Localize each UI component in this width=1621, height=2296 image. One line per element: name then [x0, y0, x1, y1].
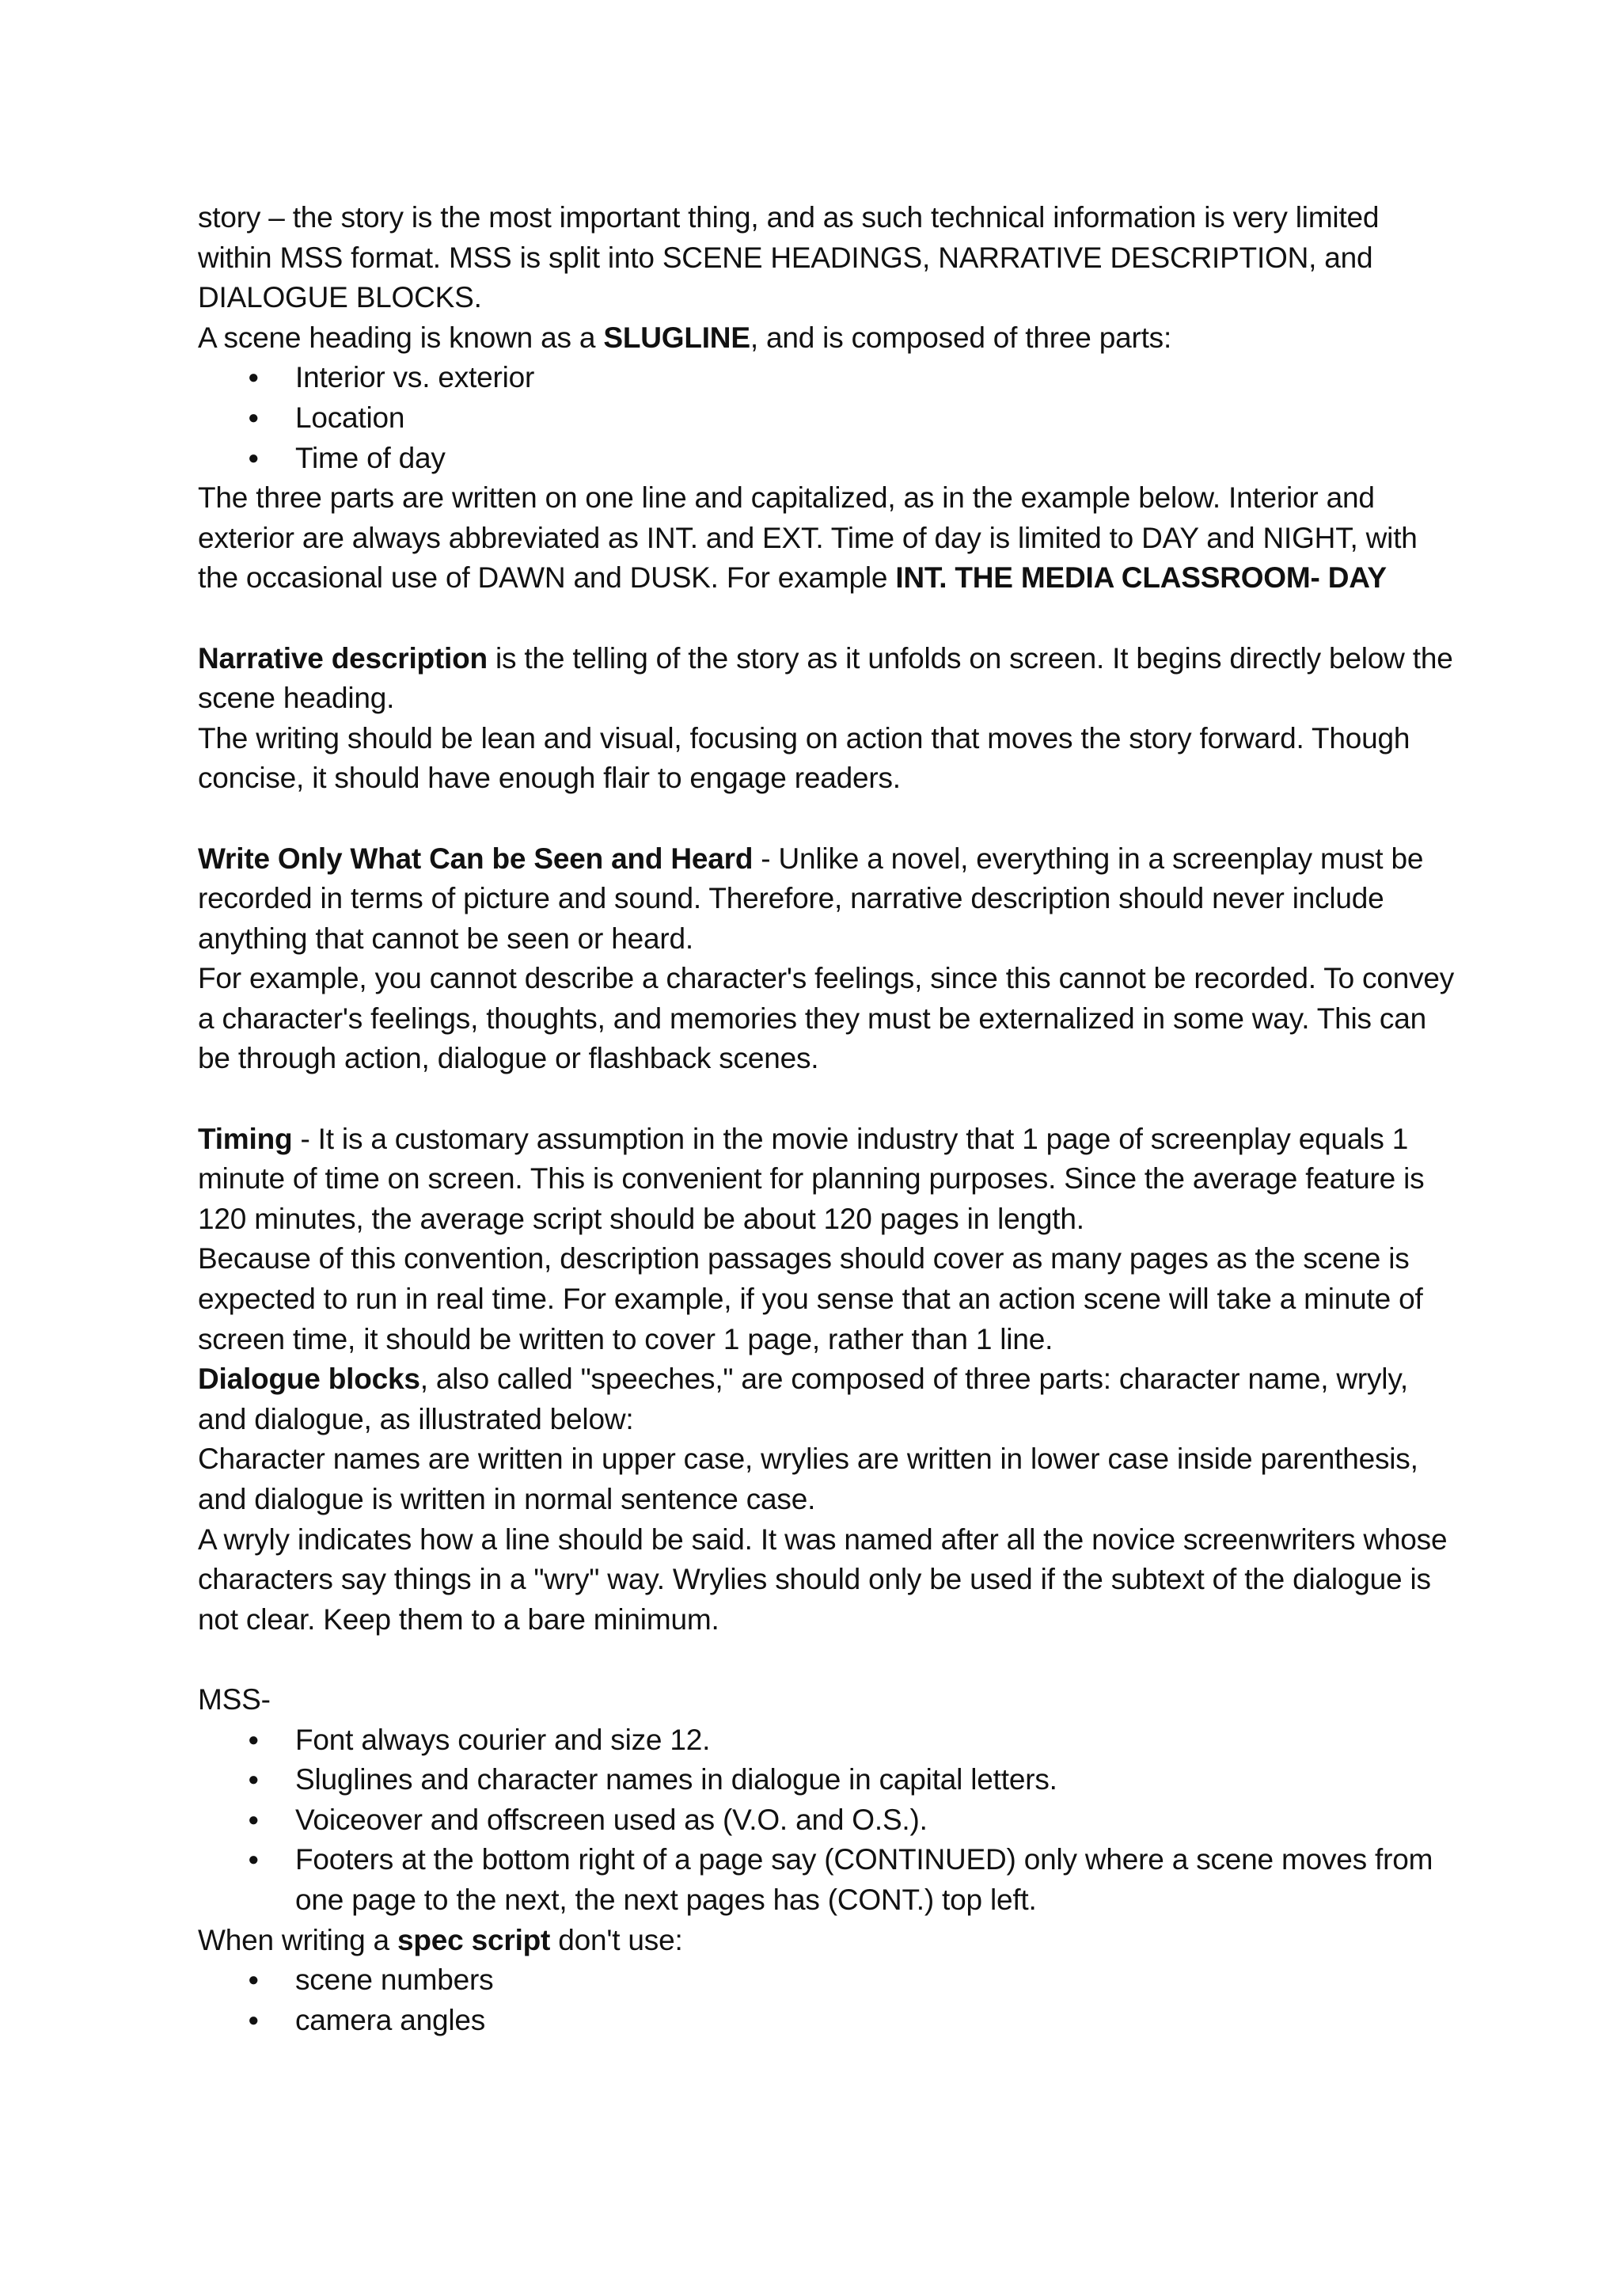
slugline-paragraph [198, 318, 1456, 359]
list-item: ● camera angles [198, 2001, 1456, 2041]
list-item: ● Time of day [198, 439, 1456, 479]
timing-term: Timing [198, 1122, 293, 1155]
narrative-term: Narrative description [198, 641, 488, 675]
intro-paragraph: story – the story is the most important thing, and as such technical information is very limited within MSS format. MSS is split into SCENE HEADINGS, NARRATIVE DESCRIPTION, and DIALOGUE BLOCKS. [198, 201, 1380, 314]
spacer [198, 599, 1456, 639]
list-item: ● Location [198, 398, 1456, 439]
list-item: ● scene numbers [198, 1960, 1456, 2001]
mss-rules-list [198, 1720, 1456, 1921]
list-item: ● Voiceover and offscreen used as (V.O. and O.S.). [198, 1800, 1456, 1841]
slugline-pre: A scene heading is known as a [198, 321, 604, 354]
spec-post: don't use: [550, 1923, 683, 1956]
capitalization-text: The three parts are written on one line and capitalized, as in the example below. Interior and exterior are always abbreviated as INT. and EXT. Time of day is limited to DAY and NIGHT, with the occasional use of DAWN and DUSK. For example [198, 481, 1418, 595]
spacer [198, 799, 1456, 839]
narrative-paragraph [198, 639, 1456, 719]
slugline-term: SLUGLINE [603, 321, 750, 354]
timing-paragraph-2: Because of this convention, description passages should cover as many pages as the scene is expected to run in real time. For example, if you sense that an action scene will take a minute of screen time, it should be written to cover 1 page, rather than 1 line. [198, 1242, 1423, 1355]
document-page [198, 198, 1456, 2040]
slugline-example: INT. THE MEDIA CLASSROOM- DAY [895, 561, 1387, 595]
list-item: ● Footers at the bottom right of a page say (CONTINUED) only where a scene moves from one page to the next, the next pages has (CONT.) top left. [198, 1840, 1456, 1920]
spec-avoid-list [198, 1960, 1456, 2040]
mss-label: MSS- [198, 1682, 271, 1716]
dialogue-text: , also called "speeches," are composed of three parts: character name, wryly, and dialogue, as illustrated below: [198, 1363, 1408, 1435]
write-only-text: - Unlike a novel, everything in a screenplay must be recorded in terms of picture and sound. Therefore, narrative description should never include anything that cannot be seen or heard. [198, 842, 1424, 955]
timing-text: - It is a customary assumption in the movie industry that 1 page of screenplay equals 1 minute of time on screen. This is convenient for planning purposes. Since the average feature is 120 minutes, the average script should be about 120 pages in length. [198, 1122, 1425, 1235]
timing-paragraph [198, 1119, 1456, 1240]
dialogue-paragraph-2: Character names are written in upper case, wrylies are written in lower case inside parenthesis, and dialogue is written in normal sentence case. [198, 1443, 1418, 1515]
dialogue-term: Dialogue blocks [198, 1363, 420, 1396]
spacer [198, 1079, 1456, 1119]
capitalization-paragraph [198, 478, 1456, 599]
spacer [198, 1640, 1456, 1680]
narrative-paragraph-2: The writing should be lean and visual, focusing on action that moves the story forward. Though concise, it should have enough flair to engage readers. [198, 721, 1410, 795]
list-item: ● Font always courier and size 12. [198, 1720, 1456, 1761]
dialogue-paragraph [198, 1359, 1456, 1439]
spec-pre: When writing a [198, 1923, 397, 1956]
write-only-term: Write Only What Can be Seen and Heard [198, 842, 754, 875]
write-only-paragraph-2: For example, you cannot describe a character's feelings, since this cannot be recorded. To convey a character's feelings, thoughts, and memories they must be externalized in some way. This can be through action, dialogue or flashback scenes. [198, 962, 1455, 1075]
list-item: ● Sluglines and character names in dialogue in capital letters. [198, 1760, 1456, 1800]
list-item: ● Interior vs. exterior [198, 358, 1456, 398]
dialogue-paragraph-3: A wryly indicates how a line should be said. It was named after all the novice screenwriters whose characters say things in a "wry" way. Wrylies should only be used if the subtext of the dialogue is not clear. Keep them to a bare minimum. [198, 1522, 1448, 1636]
narrative-text: is the telling of the story as it unfolds on screen. It begins directly below the scene heading. [198, 641, 1453, 715]
slugline-parts-list [198, 358, 1456, 478]
spec-script-paragraph [198, 1921, 1456, 1961]
slugline-post: , and is composed of three parts: [750, 321, 1172, 354]
spec-term: spec script [397, 1923, 551, 1956]
write-only-paragraph [198, 839, 1456, 960]
